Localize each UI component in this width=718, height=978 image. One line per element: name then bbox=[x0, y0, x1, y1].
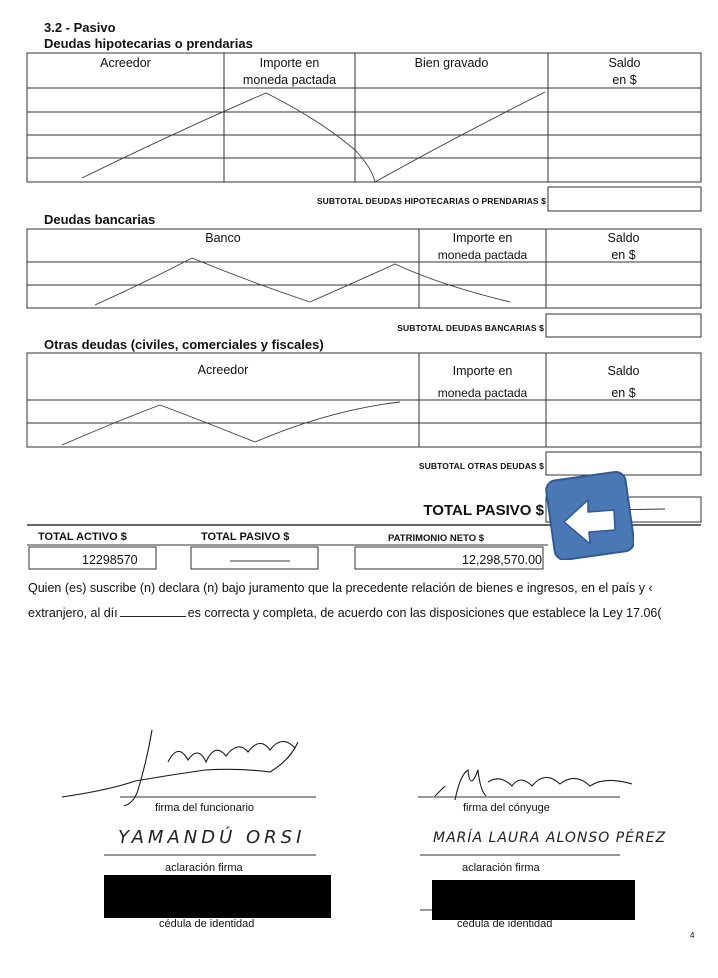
col-importe-line2: moneda pactada bbox=[242, 73, 337, 87]
otras-heading: Otras deudas (civiles, comerciales y fiscales) bbox=[44, 337, 324, 352]
col-importe-line1: Importe en bbox=[259, 56, 320, 70]
cedula-label-left: cédula de identidad bbox=[159, 918, 255, 930]
subtotal-otras-label: SUBTOTAL OTRAS DEUDAS $ bbox=[418, 461, 544, 471]
firma-conyuge-label: firma del cónyuge bbox=[463, 802, 550, 814]
col-saldo-line2: en $ bbox=[611, 248, 636, 262]
date-blank bbox=[120, 616, 186, 617]
section-title: 3.2 - Pasivo bbox=[44, 20, 116, 35]
firma-funcionario-label: firma del funcionario bbox=[155, 802, 255, 814]
col-banco: Banco bbox=[205, 231, 241, 245]
total-pasivo-label: TOTAL PASIVO $ bbox=[423, 502, 544, 519]
col-saldo-line2: en $ bbox=[611, 386, 636, 400]
redaction-right bbox=[432, 880, 635, 920]
aclaracion-label-left: aclaración firma bbox=[165, 862, 243, 874]
declaration-line-1: Quien (es) suscribe (n) declara (n) bajo juramento que la precedente relación de bienes e ingresos, en el país y ‹ bbox=[28, 581, 653, 595]
col-acreedor: Acreedor bbox=[100, 56, 151, 70]
declaration-line-2-start: extranjero, al díı bbox=[28, 606, 118, 620]
declaration-line-2-end: es correcta y completa, de acuerdo con las disposiciones que establece la Ley 17.06( bbox=[187, 606, 662, 620]
col-saldo-line1: Saldo bbox=[607, 231, 640, 245]
declaration-line-2 bbox=[28, 606, 700, 620]
hipotecarias-heading: Deudas hipotecarias o prendarias bbox=[44, 36, 253, 51]
col-importe-line1: Importe en bbox=[452, 364, 513, 378]
total-activo-label: TOTAL ACTIVO $ bbox=[38, 531, 127, 543]
col-importe-line2: moneda pactada bbox=[437, 248, 528, 262]
page-number: 4 bbox=[690, 931, 695, 940]
aclaracion-label-right: aclaración firma bbox=[462, 862, 540, 874]
patrimonio-value: 12,298,570.00 bbox=[462, 553, 542, 567]
subtotal-hipotecarias-label: SUBTOTAL DEUDAS HIPOTECARIAS O PRENDARIAS $ bbox=[316, 196, 546, 206]
bancarias-heading: Deudas bancarias bbox=[44, 212, 156, 227]
aclaracion-handwritten-right: MARÍA LAURA ALONSO PÉREZ bbox=[433, 830, 667, 846]
back-arrow-button[interactable] bbox=[544, 470, 634, 560]
subtotal-bancarias-label: SUBTOTAL DEUDAS BANCARIAS $ bbox=[397, 323, 544, 333]
col-acreedor: Acreedor bbox=[197, 363, 249, 377]
total-activo-value: 12298570 bbox=[82, 553, 138, 567]
col-bien-gravado: Bien gravado bbox=[414, 56, 489, 70]
col-saldo-line1: Saldo bbox=[607, 364, 640, 378]
patrimonio-label: PATRIMONIO NETO $ bbox=[388, 533, 485, 544]
cedula-label-right: cédula de identidad bbox=[457, 918, 553, 930]
summary-total-pasivo-label: TOTAL PASIVO $ bbox=[201, 531, 290, 543]
arrow-left-icon bbox=[544, 470, 634, 560]
col-saldo-line2: en $ bbox=[612, 73, 637, 87]
redaction-left bbox=[104, 875, 331, 918]
col-saldo-line1: Saldo bbox=[608, 56, 641, 70]
col-importe-line2: moneda pactada bbox=[437, 386, 528, 400]
col-importe-line1: Importe en bbox=[452, 231, 513, 245]
aclaracion-handwritten-left: YAMANDÚ ORSI bbox=[118, 827, 306, 848]
signature-strokes bbox=[62, 730, 632, 806]
